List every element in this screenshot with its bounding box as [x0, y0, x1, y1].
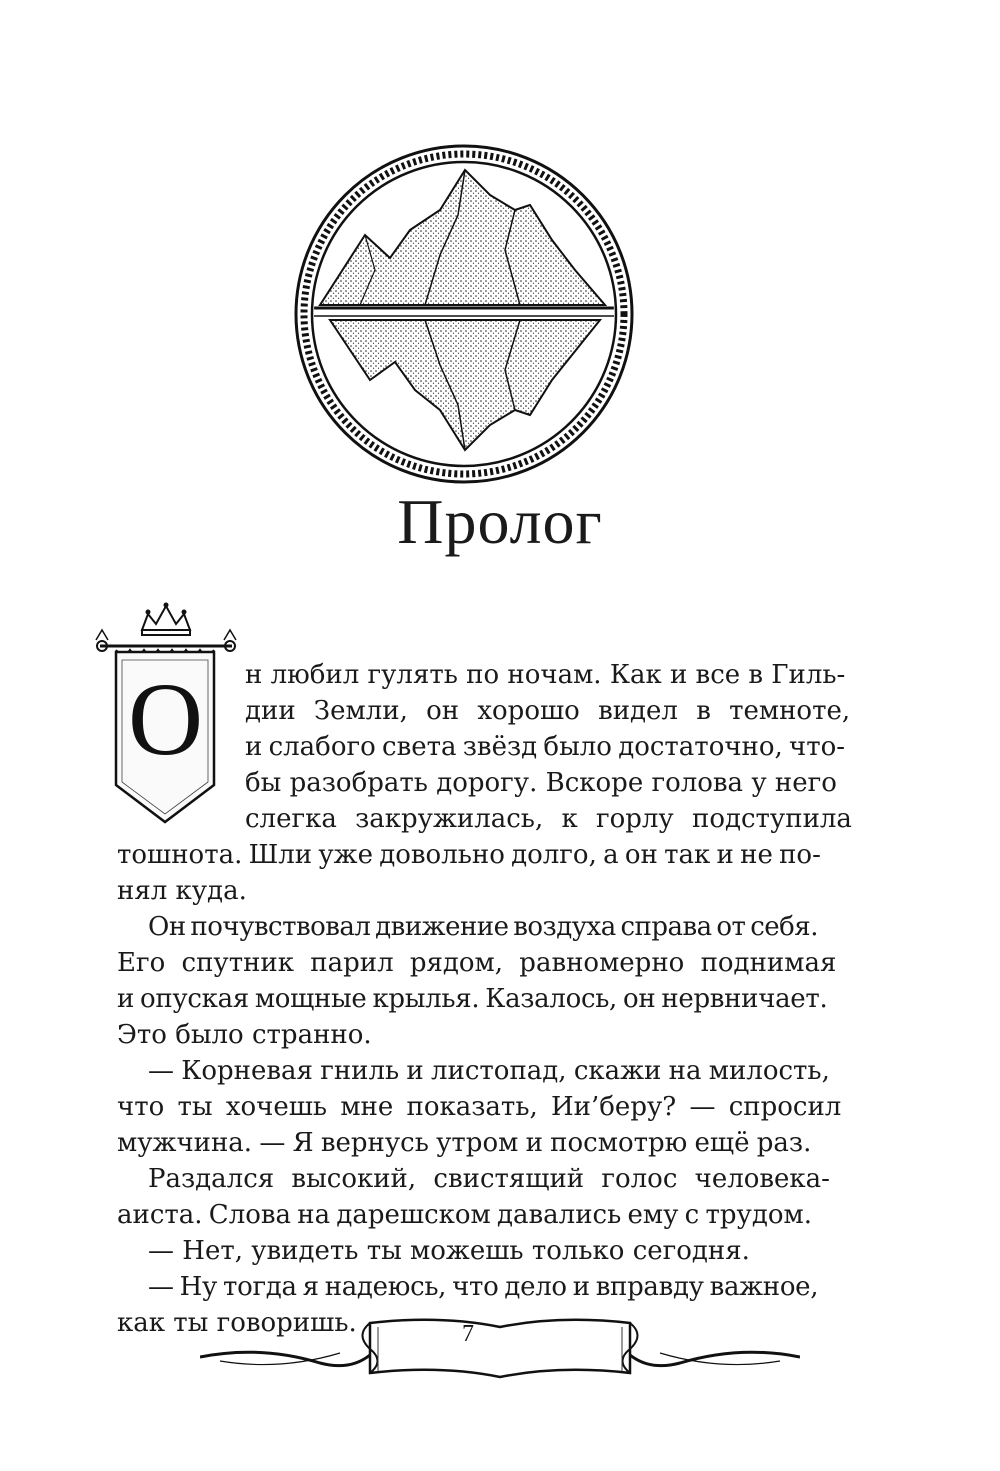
text-line: тошнота. Шли уже довольно долго, а он так и не по- — [117, 840, 821, 870]
text-line: что ты хочешь мне показать, Ии’беру? — спросил — [117, 1092, 842, 1122]
mountain-reflection-icon — [290, 140, 638, 488]
text-line: как ты говоришь. — [117, 1308, 357, 1338]
text-line: — Нет, увидеть ты можешь только сегодня. — [148, 1236, 750, 1266]
text-line: дии Земли, он хорошо видел в темноте, — [245, 696, 851, 726]
text-line: бы разобрать дорогу. Вскоре голова у него — [245, 768, 837, 798]
text-line: — Ну тогда я надеюсь, что дело и вправду важное, — [148, 1272, 819, 1302]
text-line: мужчина. — Я вернусь утром и посмотрю ещё раз. — [117, 1128, 812, 1158]
text-line: — Корневая гниль и листопад, скажи на милость, — [148, 1056, 830, 1086]
text-line: нял куда. — [117, 876, 247, 906]
text-line: Его спутник парил рядом, равномерно поднимая — [117, 948, 837, 978]
text-line: н любил гулять по ночам. Как и все в Гиль- — [245, 660, 846, 690]
text-line: аиста. Слова на дарешском давались ему с трудом. — [117, 1200, 812, 1230]
text-line: Он почувствовал движение воздуха справа от себя. — [148, 912, 818, 942]
chapter-title: Пролог — [397, 486, 603, 557]
dropcap-letter: О — [127, 662, 204, 777]
crown-icon — [142, 603, 190, 636]
ribbon-ornament-icon — [200, 1315, 800, 1395]
text-line: Раздался высокий, свистящий голос человека- — [148, 1164, 830, 1194]
text-line: и слабого света звёзд было достаточно, что- — [245, 732, 846, 762]
text-line: слегка закружилась, к горлу подступила — [245, 804, 852, 834]
page-number: 7 — [462, 1321, 474, 1347]
text-line: Это было странно. — [117, 1020, 372, 1050]
text-line: и опуская мощные крылья. Казалось, он нервничает. — [117, 984, 828, 1014]
